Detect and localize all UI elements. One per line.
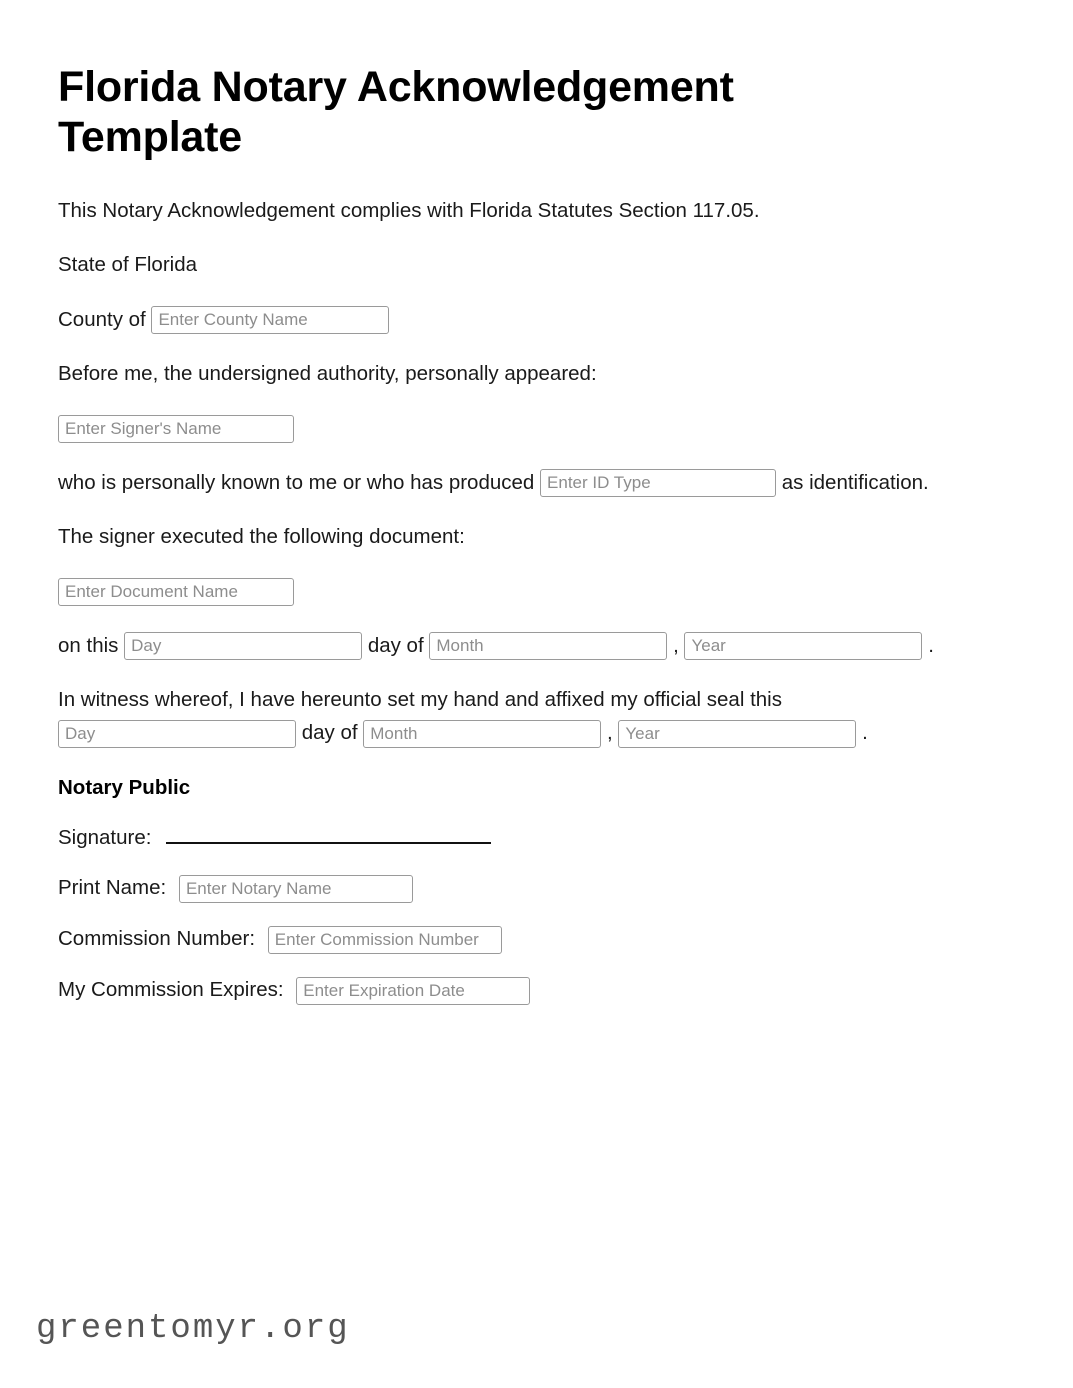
signature-row xyxy=(58,826,958,850)
county-input[interactable] xyxy=(151,306,389,334)
id-type-input[interactable] xyxy=(540,469,776,497)
date1-year-input[interactable] xyxy=(684,632,922,660)
page-title: Florida Notary Acknowledgement Template xyxy=(58,63,734,162)
commission-expires-label: My Commission Expires: xyxy=(58,978,284,1002)
date1-middle-text: day of xyxy=(367,633,424,657)
document-name-row xyxy=(58,578,958,606)
date-line-1 xyxy=(58,632,958,661)
date1-prefix-text: on this xyxy=(58,633,119,657)
date2-year-input[interactable] xyxy=(618,720,856,748)
print-name-row xyxy=(58,875,958,903)
date2-period: . xyxy=(862,721,868,745)
identification-suffix-text: as identification. xyxy=(781,470,929,494)
print-name-label: Print Name: xyxy=(58,876,167,900)
county-label: County of xyxy=(58,307,146,331)
date1-period: . xyxy=(928,633,934,657)
footer-watermark: greentomyr.org xyxy=(36,1310,350,1348)
document-name-input[interactable] xyxy=(58,578,294,606)
date1-day-input[interactable] xyxy=(124,632,362,660)
signature-line[interactable] xyxy=(166,828,491,844)
witness-lead-text: In witness whereof, I have hereunto set my hand and affixed my official seal this xyxy=(58,688,782,712)
date2-comma: , xyxy=(606,721,613,745)
commission-number-row xyxy=(58,926,958,954)
date-line-2 xyxy=(58,719,958,748)
county-row xyxy=(58,306,958,335)
date2-month-input[interactable] xyxy=(363,720,601,748)
date1-comma: , xyxy=(673,633,679,657)
identification-prefix-text: who is personally known to me or who has produced xyxy=(58,470,535,494)
appeared-line: Before me, the undersigned authority, personally appeared: xyxy=(58,362,597,386)
executed-line: The signer executed the following document: xyxy=(58,525,465,549)
commission-number-label: Commission Number: xyxy=(58,927,256,951)
commission-number-input[interactable] xyxy=(268,926,502,954)
date2-day-input[interactable] xyxy=(58,720,296,748)
notary-public-heading: Notary Public xyxy=(58,775,191,799)
expiration-date-input[interactable] xyxy=(296,977,530,1005)
date2-middle-text: day of xyxy=(301,721,358,745)
commission-expires-row xyxy=(58,977,958,1005)
intro-paragraph: This Notary Acknowledgement complies with Florida Statutes Section 117.05. xyxy=(58,198,760,222)
signer-name-row xyxy=(58,415,958,443)
date1-month-input[interactable] xyxy=(429,632,667,660)
identification-row xyxy=(58,469,958,498)
signature-label: Signature: xyxy=(58,825,152,849)
signer-name-input[interactable] xyxy=(58,415,294,443)
document-body xyxy=(58,62,958,1028)
state-line: State of Florida xyxy=(58,253,198,277)
notary-name-input[interactable] xyxy=(179,875,413,903)
